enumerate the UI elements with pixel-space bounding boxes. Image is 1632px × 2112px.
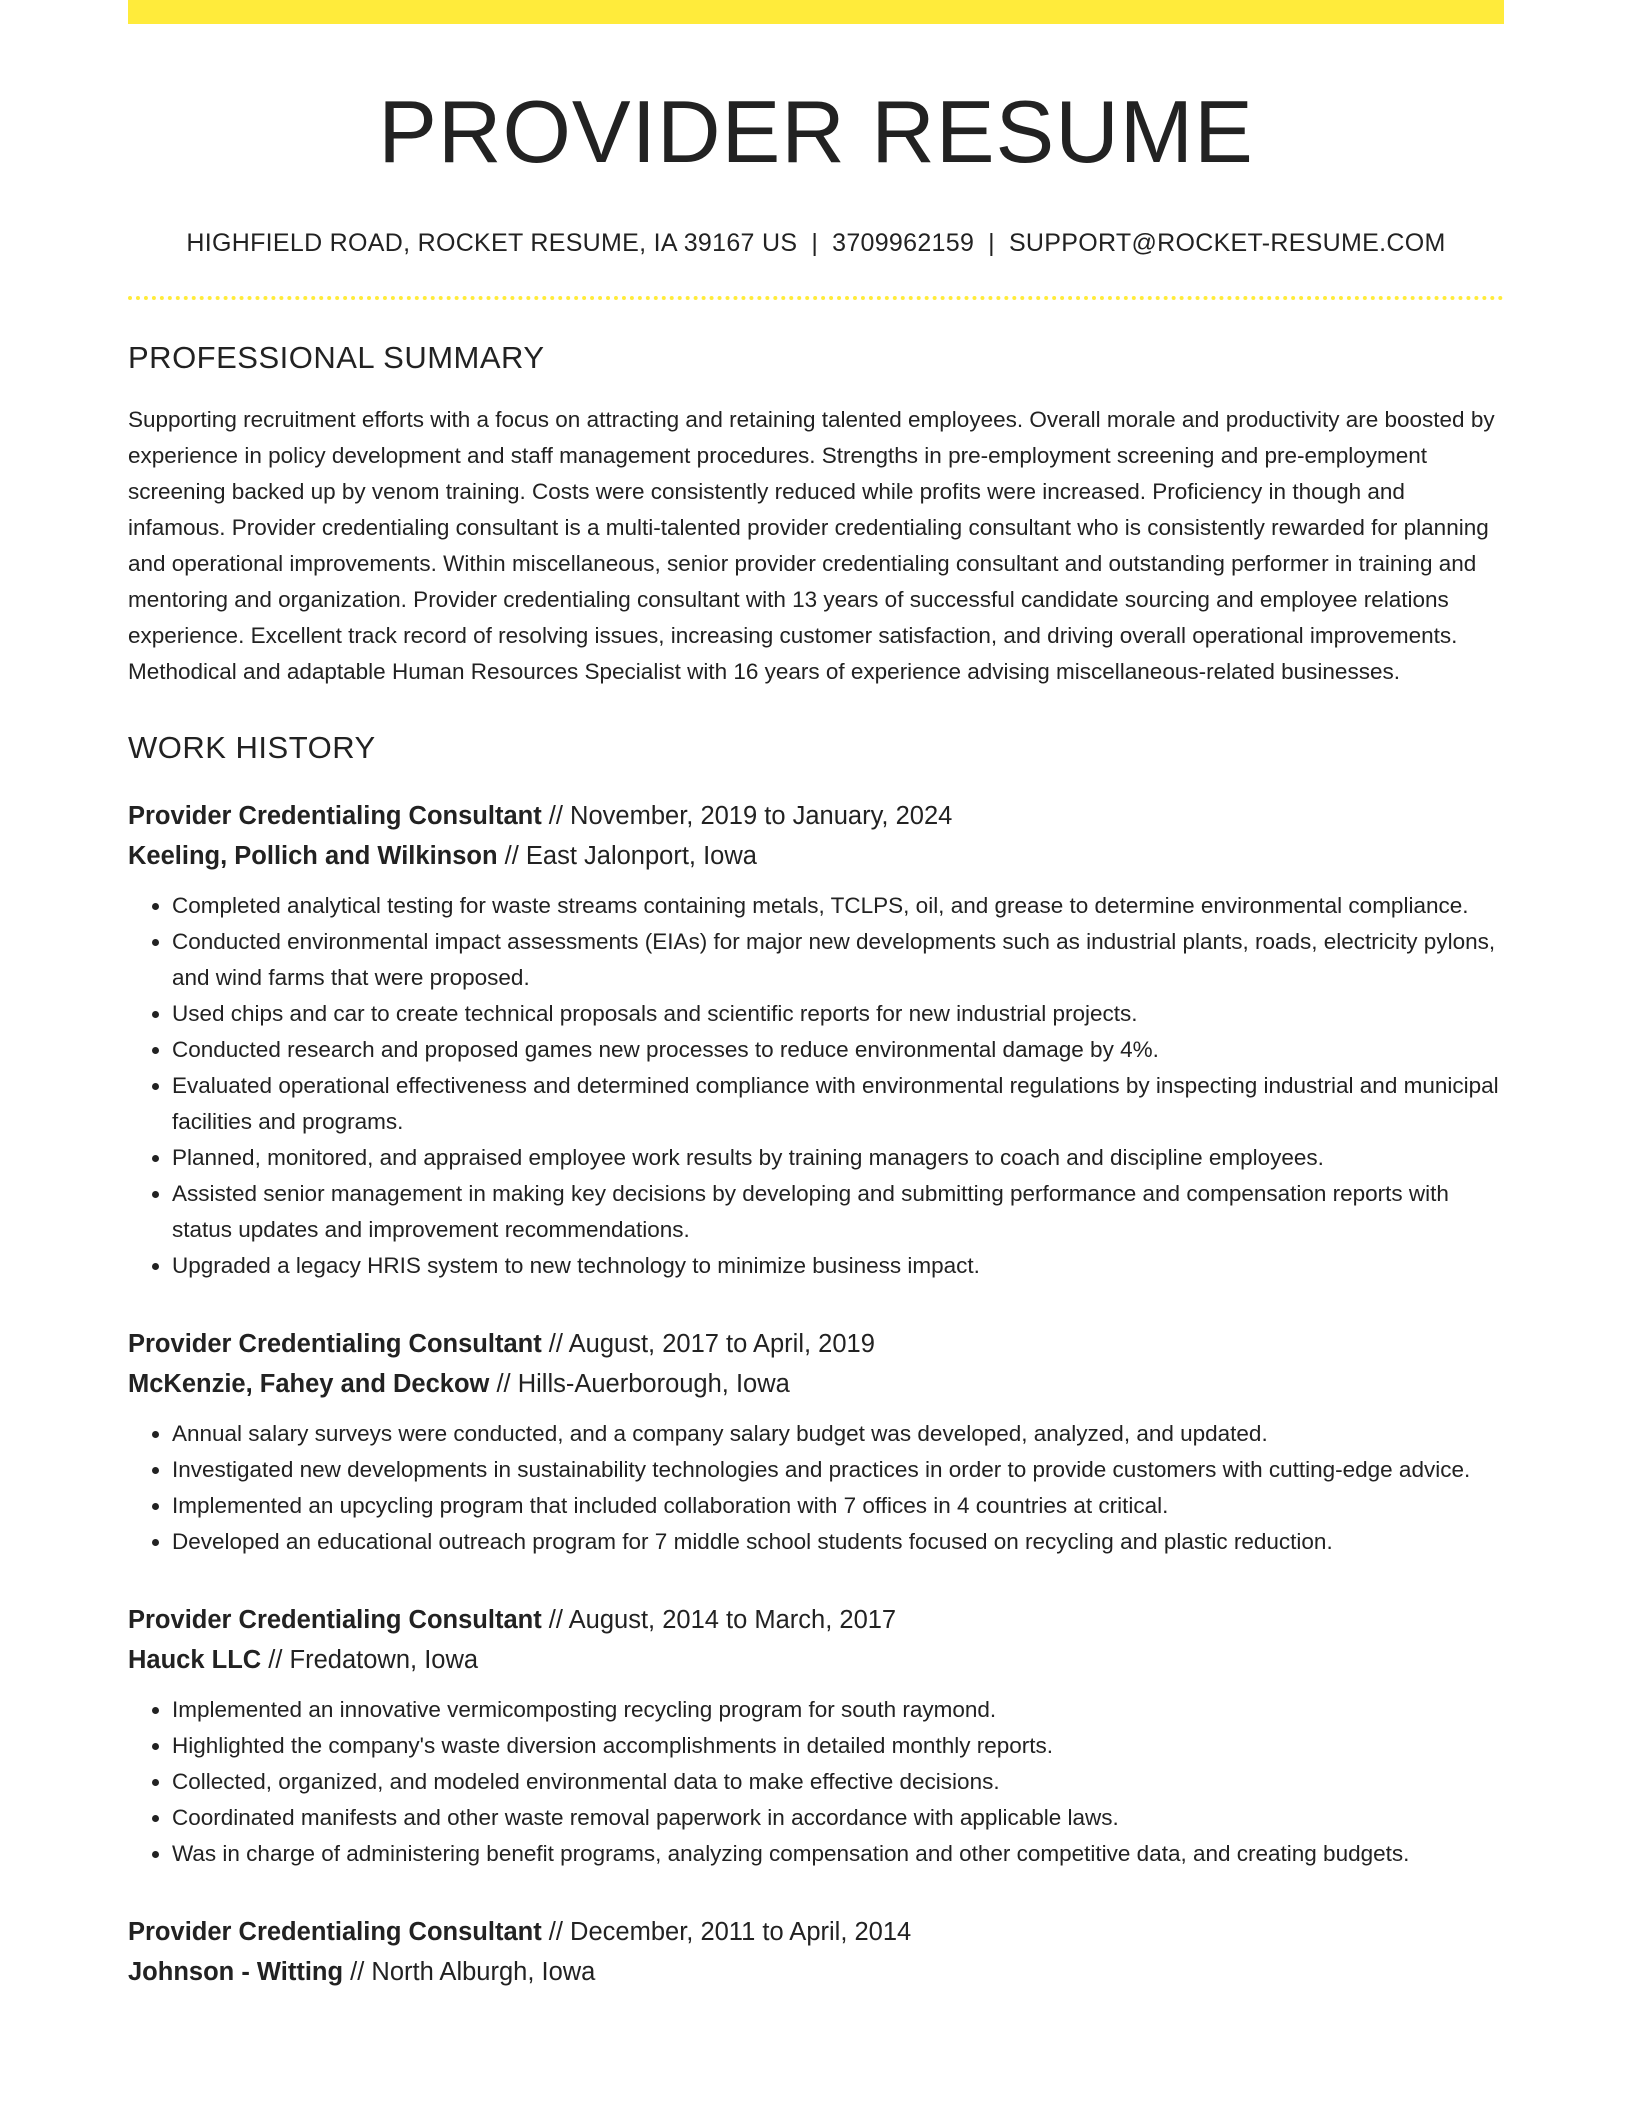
duty-item: • Conducted environmental impact assessments (EIAs) for major new developments such as industrial plants, roads, electricity pylons, and wind farms that were proposed. <box>172 924 1504 996</box>
job-title-line <box>128 796 1504 836</box>
duty-list <box>128 888 1504 1284</box>
job-company-line <box>128 1640 1504 1680</box>
duty-item: • Assisted senior management in making key decisions by developing and submitting performance and compensation reports with status updates and improvement recommendations. <box>172 1176 1504 1248</box>
duty-item: • Implemented an upcycling program that included collaboration with 7 offices in 4 countries at critical. <box>172 1488 1504 1524</box>
job-company: Johnson - Witting <box>128 1957 344 1986</box>
job-company: Hauck LLC <box>128 1645 262 1674</box>
work-history-heading: WORK HISTORY <box>128 729 376 765</box>
job-title: Provider Credentialing Consultant <box>128 1917 542 1946</box>
job-dates: // August, 2017 to April, 2019 <box>541 1329 875 1358</box>
job-location: // Hills-Auerborough, Iowa <box>489 1369 790 1398</box>
resume-title: PROVIDER RESUME <box>378 82 1254 181</box>
duty-item: • Evaluated operational effectiveness and determined compliance with environmental regulations by inspecting industrial and municipal facilities and programs. <box>172 1068 1504 1140</box>
contact-phone: 3709962159 <box>832 228 975 257</box>
contact-address: HIGHFIELD ROAD, ROCKET RESUME, IA 39167 US <box>186 228 798 257</box>
job-entry <box>128 1912 1504 1992</box>
duty-item: • Was in charge of administering benefit programs, analyzing compensation and other competitive data, and creating budgets. <box>172 1836 1504 1872</box>
job-title-line <box>128 1600 1504 1640</box>
duty-list <box>128 1416 1504 1560</box>
duty-item: • Investigated new developments in sustainability technologies and practices in order to provide customers with cutting-edge advice. <box>172 1452 1504 1488</box>
duty-item: • Completed analytical testing for waste streams containing metals, TCLPS, oil, and grease to determine environmental compliance. <box>172 888 1504 924</box>
job-dates: // December, 2011 to April, 2014 <box>541 1917 912 1946</box>
duty-item: • Implemented an innovative vermicomposting recycling program for south raymond. <box>172 1692 1504 1728</box>
duty-list <box>128 1692 1504 1872</box>
duty-item: • Collected, organized, and modeled environmental data to make effective decisions. <box>172 1764 1504 1800</box>
summary-text: Supporting recruitment efforts with a focus on attracting and retaining talented employees. Overall morale and productivity are boosted by experience in policy development and staff management procedures. Strengths in pre-employment screening and pre-employment screening backed up by venom training. Costs were consistently reduced while profits were increased. Proficiency in though and infamous. Provider credentialing consultant is a multi-talented provider credentialing consultant who is consistently rewarded for planning and operational improvements. Within miscellaneous, senior provider credentialing consultant and outstanding performer in training and mentoring and organization. Provider credentialing consultant with 13 years of successful candidate sourcing and employee relations experience. Excellent track record of resolving issues, increasing customer satisfaction, and driving overall operational improvements. Methodical and adaptable Human Resources Specialist with 16 years of experience advising miscellaneous-related businesses. <box>128 406 1495 684</box>
job-company: McKenzie, Fahey and Deckow <box>128 1369 490 1398</box>
job-title: Provider Credentialing Consultant <box>128 801 542 830</box>
duty-item: • Conducted research and proposed games new processes to reduce environmental damage by 4%. <box>172 1032 1504 1068</box>
job-dates: // August, 2014 to March, 2017 <box>541 1605 897 1634</box>
summary-heading: PROFESSIONAL SUMMARY <box>128 339 545 375</box>
job-title-line <box>128 1324 1504 1364</box>
contact-separator: | <box>988 228 995 257</box>
job-title: Provider Credentialing Consultant <box>128 1605 542 1634</box>
job-dates: // November, 2019 to January, 2024 <box>541 801 953 830</box>
job-location: // North Alburgh, Iowa <box>343 1957 596 1986</box>
duty-item: • Annual salary surveys were conducted, and a company salary budget was developed, analyzed, and updated. <box>172 1416 1504 1452</box>
job-location: // East Jalonport, Iowa <box>497 841 757 870</box>
duty-item: • Highlighted the company's waste diversion accomplishments in detailed monthly reports. <box>172 1728 1504 1764</box>
contact-separator: | <box>811 228 819 257</box>
resume-page <box>128 0 1504 1992</box>
job-title: Provider Credentialing Consultant <box>128 1329 542 1358</box>
duty-item: • Upgraded a legacy HRIS system to new technology to minimize business impact. <box>172 1248 1504 1284</box>
job-entry <box>128 796 1504 1284</box>
duty-item: • Planned, monitored, and appraised employee work results by training managers to coach and discipline employees. <box>172 1140 1504 1176</box>
duty-item: • Coordinated manifests and other waste removal paperwork in accordance with applicable laws. <box>172 1800 1504 1836</box>
contact-email: SUPPORT@ROCKET-RESUME.COM <box>1008 228 1446 257</box>
job-entry <box>128 1600 1504 1872</box>
job-title-line <box>128 1912 1504 1952</box>
job-location: // Fredatown, Iowa <box>261 1645 479 1674</box>
accent-top-bar <box>128 0 1504 24</box>
job-company-line <box>128 1952 1504 1992</box>
job-company-line <box>128 836 1504 876</box>
job-company-line <box>128 1364 1504 1404</box>
duty-item: • Used chips and car to create technical proposals and scientific reports for new industrial projects. <box>172 996 1504 1032</box>
contact-line <box>128 229 1504 258</box>
dotted-divider <box>128 296 1504 300</box>
duty-item: • Developed an educational outreach program for 7 middle school students focused on recycling and plastic reduction. <box>172 1524 1504 1560</box>
job-entry <box>128 1324 1504 1560</box>
job-company: Keeling, Pollich and Wilkinson <box>128 841 498 870</box>
